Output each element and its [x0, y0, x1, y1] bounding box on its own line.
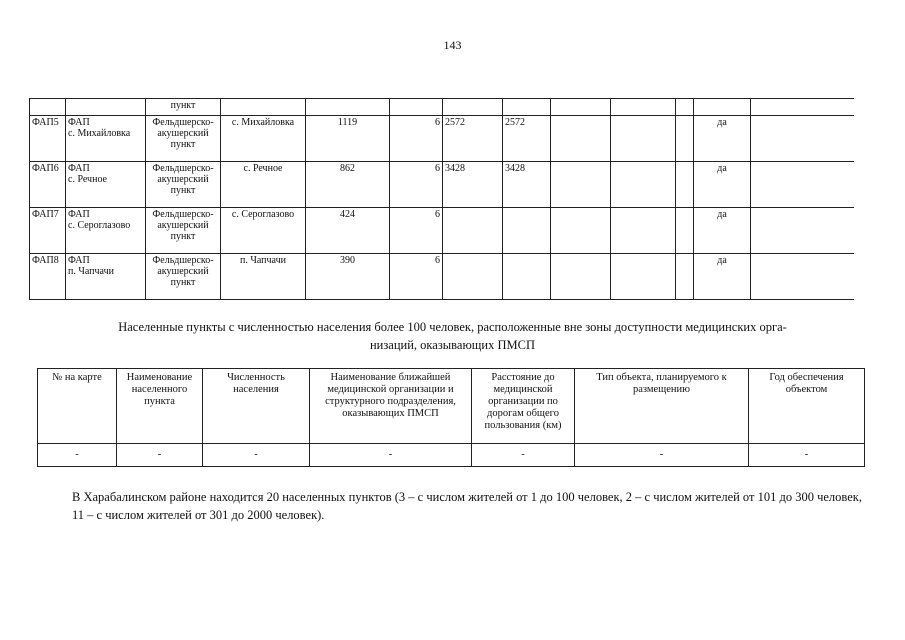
- table-cell: п. Чапчачи: [221, 254, 306, 300]
- column-header: Тип объекта, планируемого к размещению: [575, 369, 749, 444]
- table-cell: [676, 162, 694, 208]
- table-cell: -: [203, 444, 310, 467]
- table-cell: [551, 208, 611, 254]
- table-cell: с. Михайловка: [221, 116, 306, 162]
- summary-paragraph: В Харабалинском районе находится 20 населенных пунктов (3 – с числом жителей от 1 до 100 человек, 2 – с числом жителей от 101 до 300 человек, 11 – с числом жителей от 301 до 2000 человек).: [72, 490, 862, 522]
- table-row: [30, 254, 854, 300]
- table-cell: да: [694, 254, 751, 300]
- table-cell: 3428: [443, 162, 503, 208]
- table-cell: 2572: [443, 116, 503, 162]
- remote-settlements-table: [37, 368, 865, 467]
- table-row: [38, 444, 865, 467]
- table-cell: 6: [390, 116, 443, 162]
- table-cell: [503, 208, 551, 254]
- table-cell: да: [694, 162, 751, 208]
- table-cell: да: [694, 116, 751, 162]
- table-cell: 424: [306, 208, 390, 254]
- table-row-continuation: [30, 99, 854, 116]
- section-heading: [0, 318, 905, 354]
- column-header: Расстояние до медицинской организации по дорогам общего пользования (км): [472, 369, 575, 444]
- column-header: Год обеспечения объектом: [749, 369, 865, 444]
- table-row: [30, 162, 854, 208]
- table-cell: [503, 254, 551, 300]
- table-cell: с. Речное: [221, 162, 306, 208]
- table-cell: [443, 208, 503, 254]
- page-number: 143: [443, 38, 462, 52]
- table-cell: 390: [306, 254, 390, 300]
- table-cell: 862: [306, 162, 390, 208]
- table-cell: [611, 208, 676, 254]
- table-cell: [751, 162, 854, 208]
- table-cell: Фельдшерско- акушерский пункт: [146, 162, 221, 208]
- table-cell: [611, 254, 676, 300]
- table-cell: ФАП7: [30, 208, 66, 254]
- table-row: [30, 116, 854, 162]
- table-cell: Фельдшерско- акушерский пункт: [146, 254, 221, 300]
- table-cell: 3428: [503, 162, 551, 208]
- table-cell: -: [310, 444, 472, 467]
- table-cell: ФАП с. Михайловка: [66, 116, 146, 162]
- column-header: Наименование населенного пункта: [117, 369, 203, 444]
- table-cell: 6: [390, 208, 443, 254]
- table-cell: 2572: [503, 116, 551, 162]
- heading-line-1: Населенные пункты с численностью населения более 100 человек, расположенные вне зоны доступности медицинских орга-: [118, 320, 787, 334]
- table-cell: ФАП п. Чапчачи: [66, 254, 146, 300]
- table-cell: 1119: [306, 116, 390, 162]
- table-cell: -: [117, 444, 203, 467]
- table-cell: [676, 208, 694, 254]
- table-cell: ФАП с. Речное: [66, 162, 146, 208]
- table-header-row: [38, 369, 865, 444]
- table-cell: ФАП5: [30, 116, 66, 162]
- table-cell: Фельдшерско- акушерский пункт: [146, 116, 221, 162]
- table-cell: -: [38, 444, 117, 467]
- table-cell: да: [694, 208, 751, 254]
- table-row: [30, 208, 854, 254]
- table-cell: пункт: [146, 99, 221, 116]
- table-cell: 6: [390, 162, 443, 208]
- table-cell: [443, 254, 503, 300]
- table-cell: [611, 162, 676, 208]
- table-cell: -: [575, 444, 749, 467]
- facilities-table: [29, 98, 854, 300]
- table-cell: [611, 116, 676, 162]
- table-cell: [676, 254, 694, 300]
- table-cell: [551, 116, 611, 162]
- heading-line-2: низаций, оказывающих ПМСП: [369, 338, 536, 352]
- table-cell: [751, 208, 854, 254]
- table-cell: с. Сероглазово: [221, 208, 306, 254]
- column-header: № на карте: [38, 369, 117, 444]
- table-cell: -: [472, 444, 575, 467]
- column-header: Наименование ближайшей медицинской организации и структурного подразделения, оказывающих ПМСП: [310, 369, 472, 444]
- table-cell: [751, 254, 854, 300]
- table-cell: [676, 116, 694, 162]
- table-cell: -: [749, 444, 865, 467]
- table-cell: 6: [390, 254, 443, 300]
- table-cell: [551, 162, 611, 208]
- table-cell: ФАП с. Сероглазово: [66, 208, 146, 254]
- table-cell: ФАП6: [30, 162, 66, 208]
- table-cell: [751, 116, 854, 162]
- column-header: Численность населения: [203, 369, 310, 444]
- table-cell: ФАП8: [30, 254, 66, 300]
- table-cell: Фельдшерско- акушерский пункт: [146, 208, 221, 254]
- table-cell: [551, 254, 611, 300]
